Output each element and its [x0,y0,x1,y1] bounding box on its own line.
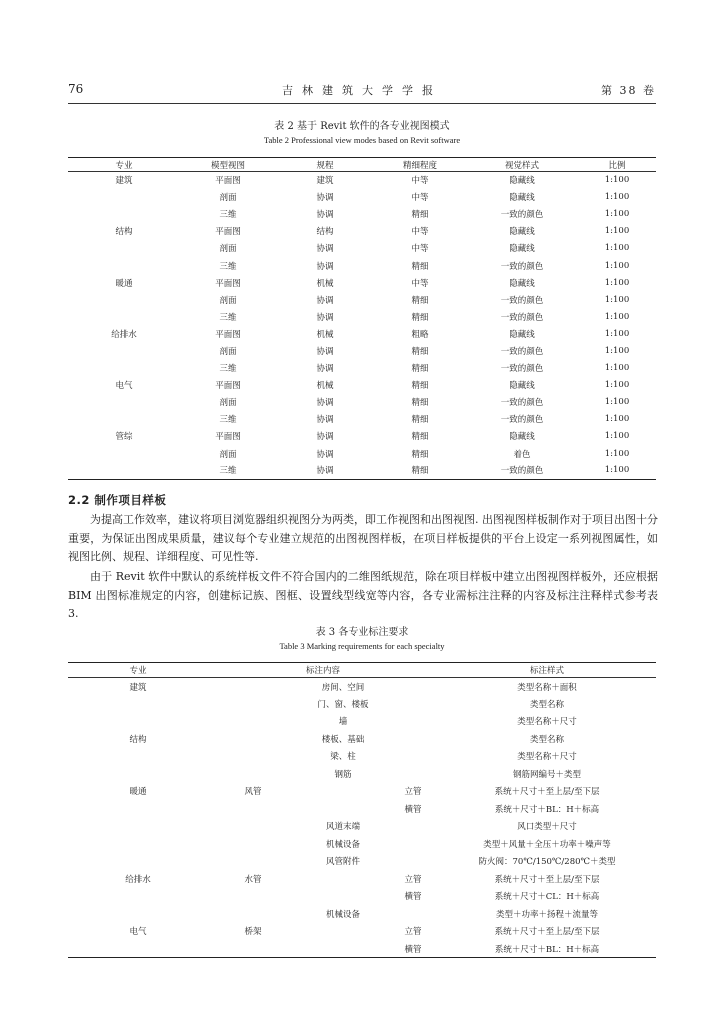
table2-row [68,308,656,325]
table2-cell: 剖面 [219,295,237,306]
table3-row [68,730,656,748]
table2-header-cell: 规程 [276,158,374,172]
table2-cell: 平面图 [215,432,241,443]
table3-cell [68,853,208,871]
table2-row [68,342,656,359]
paragraph-2 [68,568,658,624]
table2-cell: 1:100 [578,462,656,479]
table2-row [68,291,656,308]
table3-cell: 风道末端 [325,822,360,833]
table3-row [68,835,656,853]
table2-row [68,445,656,462]
table2-cell: 管综 [115,432,133,443]
table2-cell: 协调 [316,193,334,204]
table3-cell [208,730,298,748]
table3-cell [208,888,298,906]
table2-cell: 1:100 [604,363,630,374]
table3-cell [68,940,208,958]
table2-cell: 结构 [115,227,133,238]
table3-cell: 防火阀：70℃/150℃/280℃＋类型 [478,857,616,868]
table2-cell [68,462,180,479]
table2-cell: 平面图 [215,227,241,238]
table2-cell: 精细 [411,295,429,306]
table3-cell [208,678,298,696]
table2-cell: 平面图 [215,278,241,289]
table2-header-cell: 精细程度 [374,158,466,172]
table2-cell: 精细 [411,398,429,409]
table3-row [68,765,656,783]
table2-row [68,223,656,240]
table2-row [68,189,656,206]
table2-cell: 建筑 [115,176,133,187]
table3-cell [298,783,388,801]
table2-cell: 结构 [316,227,334,238]
table2-cell [68,445,180,462]
table3-cell [388,695,438,713]
table3-cell: 房间、空间 [321,682,365,693]
table2-cell: 剖面 [219,244,237,255]
table2-cell: 机械 [316,278,334,289]
table2-cell: 协调 [316,398,334,409]
table3-cell [208,853,298,871]
table2-cell: 1:100 [604,277,630,288]
table2-cell: 剖面 [219,449,237,460]
table3-cell [388,730,438,748]
table3-cell: 类型＋功率＋扬程＋流量等 [496,909,599,920]
table3-row [68,748,656,766]
table2-cell: 协调 [316,210,334,221]
journal-title: 吉林建筑大学学报 [282,84,442,97]
table3-cell: 系统＋尺寸＋CL：H＋标高 [494,892,600,903]
table3-cell [388,853,438,871]
table2-cell: 平面图 [215,329,241,340]
table2-cell: 剖面 [219,346,237,357]
table3-cell: 立管 [404,927,422,938]
table2-cell: 隐藏线 [509,432,535,443]
table3-cell [208,905,298,923]
table2-cell: 1:100 [604,397,630,408]
table3-cell [68,905,208,923]
table3-cell: 给排水 [125,874,151,885]
table2-cell [68,189,180,206]
table2-cell: 一致的颜色 [500,261,544,272]
table2-cell: 精细 [411,432,429,443]
table2-cell: 精细 [411,415,429,426]
table2-header-cell: 比例 [578,158,656,172]
table3-header-cell: 标注内容 [208,663,438,678]
table3-cell: 立管 [404,787,422,798]
table3-cell [208,835,298,853]
table3-cell: 类型＋风量＋全压＋功率＋噪声等 [483,839,611,850]
table2-cell: 1:100 [604,209,630,220]
table2-cell: 隐藏线 [509,176,535,187]
table2-cell: 隐藏线 [509,227,535,238]
table3-row [68,800,656,818]
table3-cell: 系统＋尺寸＋BL：H＋标高 [438,940,656,958]
table2-row [68,360,656,377]
table3-cell [68,800,208,818]
table3-cell [208,765,298,783]
table2-cell: 暖通 [115,278,133,289]
table2-cell: 协调 [316,364,334,375]
table3-cell [388,748,438,766]
table2-cell: 给排水 [111,329,137,340]
table2-cell: 1:100 [604,345,630,356]
table2-row [68,274,656,291]
table2-cell [68,240,180,257]
table2-cell: 精细 [411,261,429,272]
table3-cell: 钢筋 [334,769,352,780]
table3-cell: 风口类型＋尺寸 [517,822,577,833]
table3-cell: 类型名称＋尺寸 [517,752,577,763]
table2-cell: 精细 [411,346,429,357]
table2-cell: 隐藏线 [509,278,535,289]
table2-cell: 协调 [316,346,334,357]
table2-cell: 中等 [411,193,429,204]
table3-cell [298,940,388,958]
table3-row [68,818,656,836]
table3-cell: 类型名称＋面积 [517,682,577,693]
table2-cell: 中等 [411,176,429,187]
table2-cell: 机械 [316,329,334,340]
table3-cell [208,695,298,713]
table2-cell [68,308,180,325]
table3-cell: 桥架 [244,927,262,938]
table2-cell [68,411,180,428]
table2-row [68,394,656,411]
table2-cell: 三维 [219,415,237,426]
table2-caption-en: Table 2 Professional view modes based on Revit software [263,135,461,145]
table2-cell: 着色 [513,449,531,460]
paragraph-2-text: 由于 Revit 软件中默认的系统样板文件不符合国内的二维图纸规范，除在项目样板中建立出图视图样板外，还应根据 BIM 出图标准规定的内容，创建标记族、图框、设置线型线宽等内容，各专业需标注注释的内容及标注注释样式参考表 3. [68,570,658,620]
table2-cell [68,360,180,377]
table3-cell: 门、窗、楼板 [317,699,369,710]
table2-cell [68,206,180,223]
table2-cell: 精细 [411,312,429,323]
table2-cell: 精细 [411,210,429,221]
table2-cell: 粗略 [411,329,429,340]
table3-header-cell: 标注样式 [438,663,656,678]
paragraph-1-text: 为提高工作效率，建议将项目浏览器组织视图分为两类，即工作视图和出图视图. 出图视图样板制作对于项目出图十分重要，为保证出图成果质量，建议每个专业建立规范的出图视图样板，在项目样板提供的平台上设定一系列视图属性，如视图比例、规程、详细程度、可见性等. [68,513,658,563]
table2-row [68,257,656,274]
table3-cell [298,800,388,818]
table2-cell: 1:100 [604,431,630,442]
table3-cell: 墙 [338,717,348,728]
table2-cell: 平面图 [215,176,241,187]
table3-row [68,905,656,923]
table2-cell: 隐藏线 [509,381,535,392]
table3-cell [68,818,208,836]
table2-row [68,462,656,479]
table2-row [68,428,656,445]
table3-cell: 梁、柱 [330,752,356,763]
volume-label: 第 38 卷 [601,84,656,97]
table3-cell: 风管附件 [325,857,360,868]
table3-cell [208,713,298,731]
table2-cell: 1:100 [604,311,630,322]
table2-cell: 协调 [316,449,334,460]
table3-cell [388,905,438,923]
table2-cell [68,291,180,308]
table2-cell: 三维 [219,210,237,221]
table3-cell: 楼板、基础 [321,734,365,745]
table2-cell: 一致的颜色 [500,312,544,323]
table2-caption-zh: 表 2 基于 Revit 软件的各专业视图模式 [274,121,450,132]
table3-cell: 机械设备 [325,909,360,920]
table3-cell: 水管 [244,874,262,885]
table3-cell: 横管 [404,804,422,815]
table2-header-cell: 模型视图 [180,158,276,172]
table2-cell: 中等 [411,227,429,238]
table2 [68,157,656,480]
table2-cell: 一致的颜色 [500,295,544,306]
table2-cell: 1:100 [604,328,630,339]
table3-cell [388,835,438,853]
table3-header-cell: 专业 [68,663,208,678]
table3-cell: 钢筋网编号＋类型 [513,769,582,780]
table2-cell: 协调 [276,462,374,479]
table3-cell [298,923,388,941]
table3-cell: 暖通 [129,787,147,798]
table3-cell [68,748,208,766]
table2-cell: 一致的颜色 [500,210,544,221]
table3-header-row [68,663,656,678]
table3-body [68,678,656,958]
table2-body [68,172,656,480]
table3-cell [388,678,438,696]
table3-row [68,888,656,906]
table3-row [68,783,656,801]
table3-caption-zh: 表 3 各专业标注要求 [315,627,409,638]
table3-cell: 横管 [388,940,438,958]
table2-cell: 协调 [316,295,334,306]
table2-cell: 协调 [316,261,334,272]
table2-cell: 协调 [316,312,334,323]
table2-cell: 隐藏线 [509,329,535,340]
table2-cell: 1:100 [604,380,630,391]
table3-cell [68,835,208,853]
table3-cell [208,818,298,836]
paragraph-1 [68,511,658,567]
table2-cell: 隐藏线 [509,244,535,255]
table3-cell: 类型名称＋尺寸 [517,717,577,728]
table2-row [68,206,656,223]
table3-cell [68,765,208,783]
table2-cell: 1:100 [604,448,630,459]
table2-cell: 中等 [411,278,429,289]
table2-cell: 平面图 [215,381,241,392]
table3-cell: 立管 [404,874,422,885]
table3-cell [298,888,388,906]
table2-row [68,411,656,428]
table2-cell: 三维 [180,462,276,479]
table3-cell [208,940,298,958]
table3-cell [388,765,438,783]
table2-cell: 一致的颜色 [500,364,544,375]
table3-cell [208,748,298,766]
table2-cell: 一致的颜色 [500,415,544,426]
table2-cell: 协调 [316,432,334,443]
table2-cell: 精细 [411,364,429,375]
table2-row [68,172,656,189]
table3-cell: 类型名称 [530,699,565,710]
table2-cell: 中等 [411,244,429,255]
table2-row [68,377,656,394]
table3-row [68,713,656,731]
table3-row [68,923,656,941]
table2-caption [68,120,656,147]
table2-cell: 三维 [219,312,237,323]
table3-cell [68,888,208,906]
table2-cell: 1:100 [604,260,630,271]
table3-cell [68,695,208,713]
table2-cell: 协调 [316,415,334,426]
table2-cell: 剖面 [219,193,237,204]
table3-cell: 系统＋尺寸＋BL：H＋标高 [494,804,600,815]
table3-cell: 横管 [404,892,422,903]
table3-caption-en: Table 3 Marking requirements for each specialty [279,641,445,651]
table2-cell: 建筑 [316,176,334,187]
table2-cell: 三维 [219,261,237,272]
table2-cell [68,342,180,359]
table3-cell: 风管 [244,787,262,798]
table2-cell: 一致的颜色 [466,462,578,479]
table2-cell: 精细 [411,381,429,392]
table2-header-cell: 专业 [68,158,180,172]
table3-cell [388,818,438,836]
table2-cell: 1:100 [604,226,630,237]
table3-cell: 系统＋尺寸＋至上层/至下层 [494,927,600,938]
table3-cell: 类型名称 [530,734,565,745]
table3-cell: 电气 [129,927,147,938]
table3-row [68,853,656,871]
table2-cell: 三维 [219,364,237,375]
table2-cell: 电气 [115,381,133,392]
table3-row [68,678,656,696]
table2-cell [68,257,180,274]
table2-cell: 协调 [316,244,334,255]
table3-cell: 建筑 [129,682,147,693]
section-heading: 2.2 制作项目样板 [68,493,167,507]
table2-cell: 1:100 [604,192,630,203]
table2-cell: 隐藏线 [509,193,535,204]
table3-cell [388,713,438,731]
table3-row [68,695,656,713]
table3-cell: 机械设备 [325,839,360,850]
table3 [68,662,656,958]
table2-header-row [68,158,656,172]
table2-cell: 精细 [411,449,429,460]
table3-caption [68,626,656,653]
table2-cell [68,394,180,411]
table2-header-cell: 视觉样式 [466,158,578,172]
running-header [68,82,656,102]
table2-cell: 1:100 [604,294,630,305]
page-number: 76 [68,82,84,96]
table2-cell: 一致的颜色 [500,346,544,357]
table2-row [68,325,656,342]
table3-cell: 系统＋尺寸＋至上层/至下层 [494,787,600,798]
table2-cell: 1:100 [604,414,630,425]
table2-cell: 精细 [374,462,466,479]
table3-cell [68,713,208,731]
table3-row [68,870,656,888]
table2-cell: 剖面 [219,398,237,409]
table3-cell [208,800,298,818]
table2-cell: 一致的颜色 [500,398,544,409]
table2-cell: 1:100 [604,243,630,254]
table2-cell: 机械 [316,381,334,392]
table2-cell: 1:100 [604,175,630,186]
table3-cell [298,870,388,888]
table3-row [68,940,656,958]
table3-cell: 结构 [129,734,147,745]
header-rule [68,103,656,104]
table2-row [68,240,656,257]
table3-cell: 系统＋尺寸＋至上层/至下层 [494,874,600,885]
